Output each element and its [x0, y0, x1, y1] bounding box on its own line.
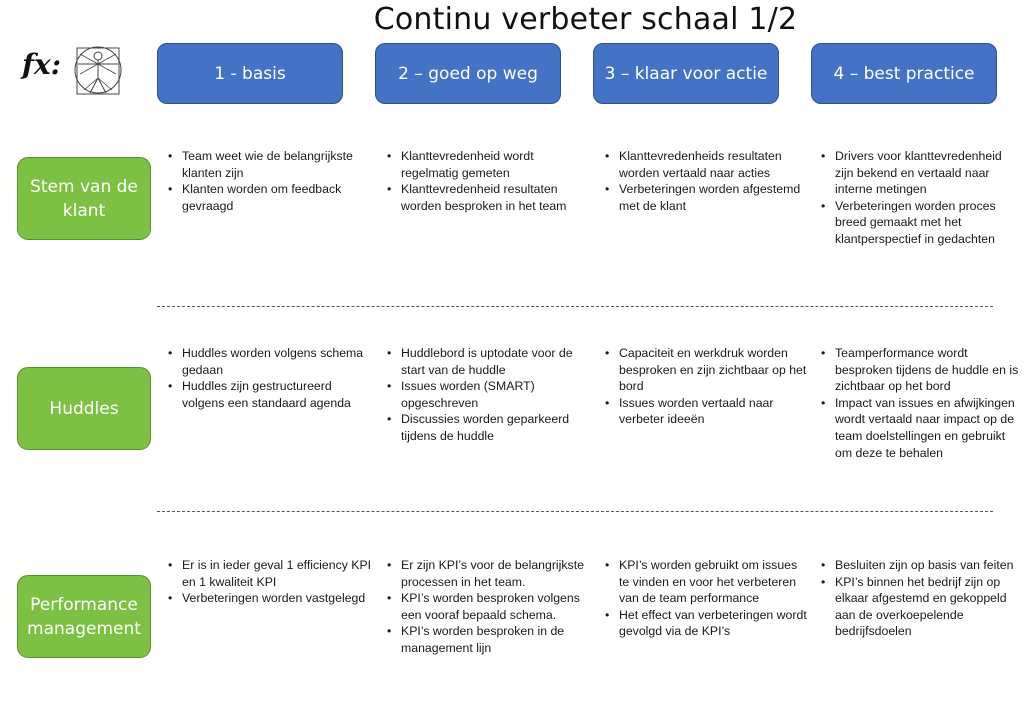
row-header-performance-management: [17, 575, 151, 658]
page-title: Continu verbeter schaal 1/2: [373, 2, 798, 37]
vitruvian-man-icon: [74, 42, 122, 98]
row-header-line: management: [27, 618, 141, 639]
bullet-item: • Besluiten zijn op basis van feiten: [820, 557, 1020, 574]
bullet-item: • KPI’s binnen het bedrijf zijn op elkaar afgestemd en gekoppeld aan de overkoepelende bedrijfsdoelen: [820, 574, 1020, 640]
logo: [22, 42, 122, 98]
bullet-item: • Het effect van verbeteringen wordt gevolgd via de KPI’s: [604, 607, 809, 640]
row-header-line: Stem van de: [30, 176, 138, 197]
row-header-line: Huddles: [49, 398, 119, 419]
bullet-item: • KPI’s worden besproken volgens een vooraf bepaald schema.: [386, 590, 591, 623]
cell-huddles-level-2: [386, 345, 591, 445]
cell-performance-management-level-1: [167, 557, 372, 607]
cell-huddles-level-4: [820, 345, 1020, 461]
bullet-item: • Teamperformance wordt besproken tijdens de huddle en is zichtbaar op het bord: [820, 345, 1020, 395]
bullet-item: • Team weet wie de belangrijkste klanten zijn: [167, 148, 372, 181]
bullet-item: • KPI’s worden besproken in de management lijn: [386, 623, 591, 656]
bullet-item: • Verbeteringen worden proces breed gemaakt met het klantperspectief in gedachten: [820, 198, 1020, 248]
bullet-item: • Verbeteringen worden vastgelegd: [167, 590, 372, 607]
bullet-item: • Verbeteringen worden afgestemd met de klant: [604, 181, 809, 214]
row-header-line: klant: [62, 200, 106, 221]
level-header-1: 1 - basis: [157, 43, 343, 104]
bullet-item: • Klanten worden om feedback gevraagd: [167, 181, 372, 214]
cell-stem-van-de-klant-level-1: [167, 148, 372, 214]
cell-huddles-level-1: [167, 345, 372, 411]
level-header-2: 2 – goed op weg: [375, 43, 561, 104]
bullet-item: • Klanttevredenheids resultaten worden vertaald naar acties: [604, 148, 809, 181]
bullet-item: • Huddles zijn gestructureerd volgens een standaard agenda: [167, 378, 372, 411]
bullet-item: • Huddlebord is uptodate voor de start van de huddle: [386, 345, 591, 378]
level-header-4: 4 – best practice: [811, 43, 997, 104]
row-header-stem-van-de-klant: [17, 157, 151, 240]
level-header-3: 3 – klaar voor actie: [593, 43, 779, 104]
row-divider: [157, 306, 993, 307]
bullet-item: • Drivers voor klanttevredenheid zijn bekend en vertaald naar interne metingen: [820, 148, 1020, 198]
cell-stem-van-de-klant-level-4: [820, 148, 1020, 248]
cell-stem-van-de-klant-level-2: [386, 148, 591, 214]
bullet-item: • KPI’s worden gebruikt om issues te vinden en voor het verbeteren van de team performance: [604, 557, 809, 607]
cell-performance-management-level-2: [386, 557, 591, 657]
bullet-item: • Impact van issues en afwijkingen wordt vertaald naar impact op de team doelstellingen en gebruikt om deze te behalen: [820, 395, 1020, 461]
row-header-line: Performance: [30, 594, 138, 615]
logo-text: fx:: [22, 48, 62, 81]
cell-stem-van-de-klant-level-3: [604, 148, 809, 214]
bullet-item: • Issues worden vertaald naar verbeter ideeën: [604, 395, 809, 428]
cell-huddles-level-3: [604, 345, 809, 428]
bullet-item: • Klanttevredenheid wordt regelmatig gemeten: [386, 148, 591, 181]
row-divider: [157, 511, 993, 512]
bullet-item: • Er zijn KPI’s voor de belangrijkste processen in het team.: [386, 557, 591, 590]
bullet-item: • Issues worden (SMART) opgeschreven: [386, 378, 591, 411]
bullet-item: • Huddles worden volgens schema gedaan: [167, 345, 372, 378]
row-header-huddles: [17, 367, 151, 450]
bullet-item: • Klanttevredenheid resultaten worden besproken in het team: [386, 181, 591, 214]
bullet-item: • Er is in ieder geval 1 efficiency KPI en 1 kwaliteit KPI: [167, 557, 372, 590]
bullet-item: • Capaciteit en werkdruk worden besproken en zijn zichtbaar op het bord: [604, 345, 809, 395]
cell-performance-management-level-4: [820, 557, 1020, 640]
cell-performance-management-level-3: [604, 557, 809, 640]
bullet-item: • Discussies worden geparkeerd tijdens de huddle: [386, 411, 591, 444]
